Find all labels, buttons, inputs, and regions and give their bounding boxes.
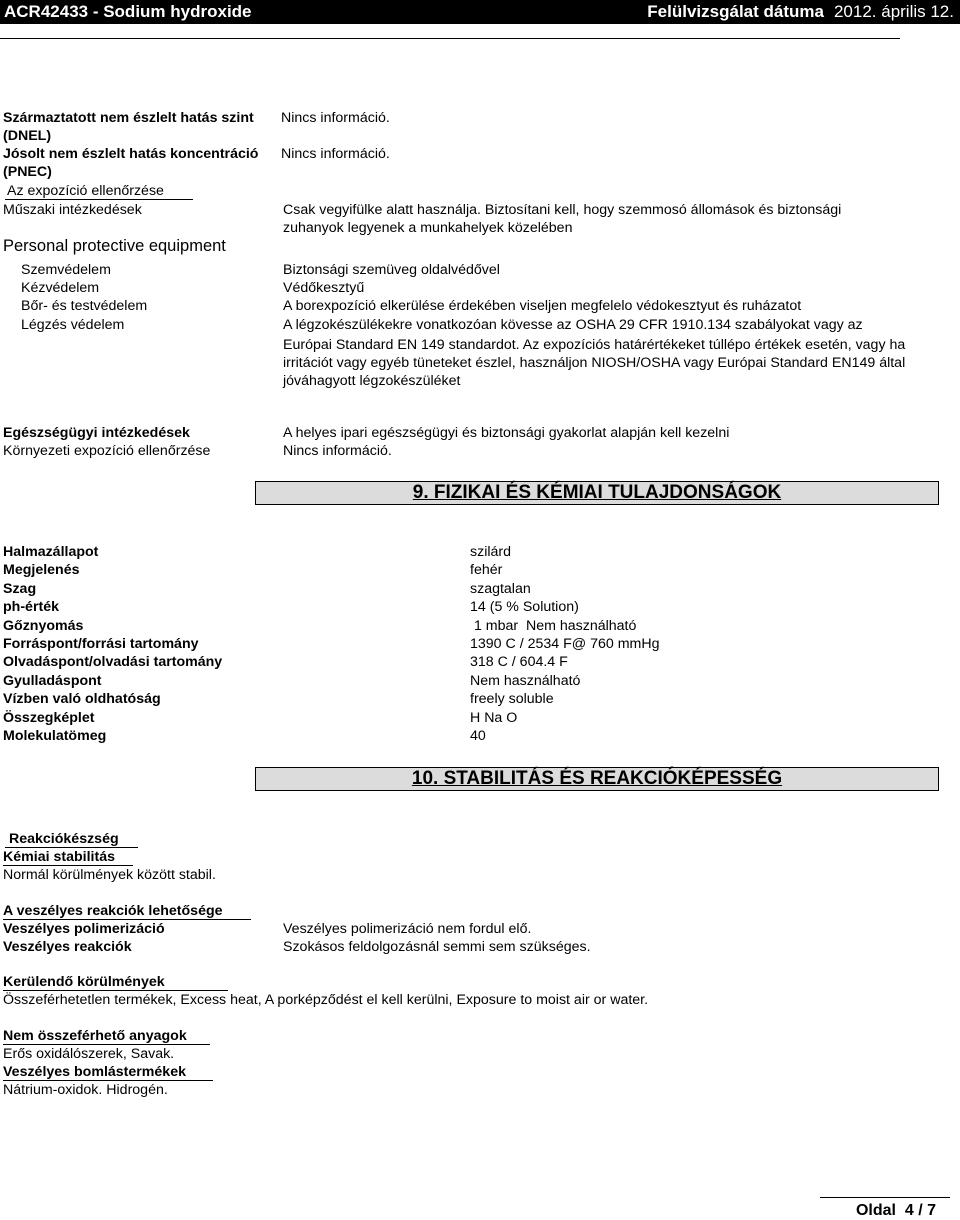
- avoid-conditions-heading: Kerülendő körülmények: [3, 974, 165, 990]
- skin-protection-label: Bőr- és testvédelem: [21, 298, 148, 314]
- section-9-title: 9. FIZIKAI ÉS KÉMIAI TULAJDONSÁGOK: [412, 482, 782, 503]
- ppe-heading: Personal protective equipment: [3, 237, 226, 255]
- property-value: 1 mbar Nem használható: [470, 617, 637, 634]
- respiratory-protection-value: Európai Standard EN 149 standardot. Az expozíciós határértékeket túllépo értékek esetén, vagy ha irritációt vagy egyéb tüneteket észlel, használjon NIOSH/OSHA vagy Európai Standard EN149 által jóváhagyott légzokészüléket: [283, 337, 906, 389]
- respiratory-protection-value-first: A légzokészülékekre vonatkozóan kövesse az OSHA 29 CFR 1910.134 szabályokat vagy az: [283, 317, 863, 333]
- avoid-conditions-text: Összeférhetetlen termékek, Excess heat, A porképződést el kell kerülni, Exposure to moist air or water.: [3, 992, 649, 1008]
- property-value: szilárd: [470, 544, 511, 560]
- hand-protection-value: Védőkesztyű: [283, 280, 365, 296]
- section-10-title: 10. STABILITÁS ÉS REAKCIÓKÉPESSÉG: [411, 768, 783, 789]
- polymerization-value: Veszélyes polimerizáció nem fordul elő.: [283, 921, 532, 937]
- decomposition-heading: Veszélyes bomlástermékek: [3, 1064, 186, 1080]
- env-exposure-label: Környezeti expozíció ellenőrzése: [3, 443, 211, 459]
- engineering-value-1: Csak vegyifülke alatt használja. Biztosítani kell, hogy szemmosó állomások és biztonsági: [283, 202, 842, 218]
- header-divider: [0, 38, 900, 39]
- hand-protection-label: Kézvédelem: [21, 280, 100, 296]
- incompatible-text: Erős oxidálószerek, Savak.: [3, 1046, 175, 1062]
- property-value: szagtalan: [470, 580, 531, 597]
- pnec-value: Nincs információ.: [281, 146, 390, 162]
- page-label: Oldal: [855, 1202, 896, 1219]
- property-value: 14 (5 % Solution): [470, 599, 579, 616]
- header-bar: [0, 0, 960, 24]
- engineering-value-2: zuhanyok legyenek a munkahelyek közelében: [283, 220, 573, 236]
- page-number: [856, 1202, 936, 1220]
- engineering-label: Műszaki intézkedések: [3, 202, 142, 218]
- property-value: 40: [470, 728, 486, 744]
- property-label: ph-érték: [3, 599, 59, 616]
- document-title: ACR42433 - Sodium hydroxide: [4, 2, 252, 21]
- decomposition-text: Nátrium-oxidok. Hidrogén.: [3, 1082, 168, 1098]
- env-exposure-value: Nincs információ.: [283, 443, 392, 459]
- reactions-label: Veszélyes reakciók: [3, 939, 132, 955]
- property-value: H Na O: [470, 709, 518, 726]
- reactions-value: Szokásos feldolgozásnál semmi sem szükséges.: [283, 939, 591, 955]
- skin-protection-value: A borexpozíció elkerülése érdekében viseljen megfelelo védokesztyut és ruházatot: [283, 298, 802, 314]
- property-value: 1390 C / 2534 F@ 760 mmHg: [470, 636, 660, 652]
- footer-divider: [820, 1197, 950, 1198]
- section-9-header: [255, 481, 939, 505]
- dnel-label-abbr: (DNEL): [3, 128, 52, 144]
- property-label: Gőznyomás: [3, 617, 84, 634]
- revision-info: [647, 2, 954, 22]
- property-value: freely soluble: [470, 691, 554, 708]
- property-label: Halmazállapot: [3, 544, 99, 560]
- hazardous-reactions-heading: A veszélyes reakciók lehetősége: [3, 903, 223, 919]
- property-label: Vízben való oldhatóság: [3, 691, 161, 708]
- property-label: Olvadáspont/olvadási tartomány: [3, 654, 223, 671]
- property-label: Molekulatömeg: [3, 728, 107, 744]
- pnec-label-abbr: (PNEC): [3, 164, 52, 180]
- hygiene-value: A helyes ipari egészségügyi és biztonsági gyakorlat alapján kell kezelni: [283, 425, 730, 441]
- property-label: Összegképlet: [3, 709, 95, 726]
- property-label: Forráspont/forrási tartomány: [3, 636, 199, 652]
- eye-protection-value: Biztonsági szemüveg oldalvédővel: [283, 262, 500, 278]
- stability-text: Normál körülmények között stabil.: [3, 867, 216, 883]
- property-label: Megjelenés: [3, 562, 80, 579]
- property-value: Nem használható: [470, 672, 581, 689]
- section-10-header: [255, 767, 939, 791]
- dnel-label: Származtatott nem észlelt hatás szint: [3, 110, 254, 126]
- property-value: 318 C / 604.4 F: [470, 654, 568, 671]
- property-label: Gyulladáspont: [3, 672, 102, 689]
- hygiene-label: Egészségügyi intézkedések: [3, 425, 190, 441]
- page-count: 4 / 7: [904, 1202, 936, 1219]
- dnel-value: Nincs információ.: [281, 110, 390, 126]
- exposure-controls-underline: [5, 199, 193, 200]
- property-label: Szag: [3, 580, 37, 597]
- property-value: fehér: [470, 562, 503, 579]
- exposure-controls-heading: Az expozíció ellenőrzése: [7, 183, 164, 199]
- revision-label: Felülvizsgálat dátuma: [647, 2, 824, 21]
- stability-heading: Kémiai stabilitás: [3, 849, 115, 865]
- incompatible-heading: Nem összeférhető anyagok: [3, 1028, 187, 1044]
- revision-date: 2012. április 12.: [833, 2, 954, 21]
- polymerization-label: Veszélyes polimerizáció: [3, 921, 165, 937]
- reactivity-heading: Reakciókészség: [9, 831, 119, 847]
- pnec-label: Jósolt nem észlelt hatás koncentráció: [3, 146, 259, 162]
- respiratory-protection-label: Légzés védelem: [21, 317, 125, 333]
- eye-protection-label: Szemvédelem: [21, 262, 111, 278]
